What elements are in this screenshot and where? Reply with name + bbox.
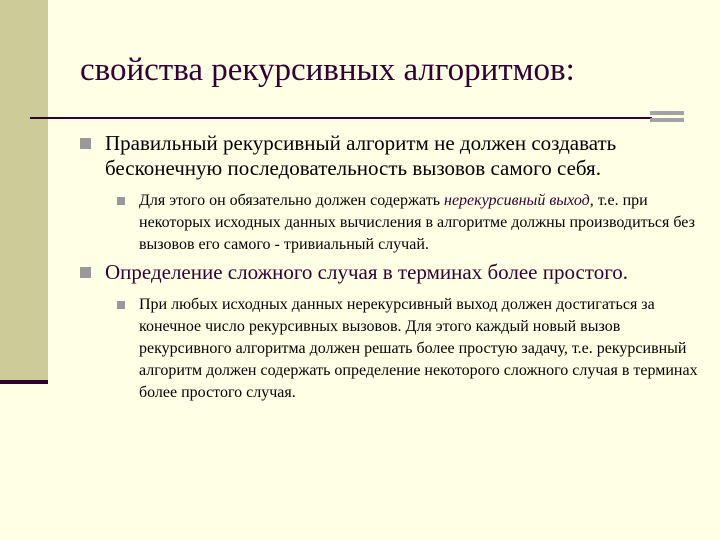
sub-bullet-1-emphasis: нерекурсивный выход [444, 192, 590, 209]
square-bullet-icon [80, 267, 91, 278]
slide-content [80, 131, 700, 408]
bullet-1-text: Правильный рекурсивный алгоритм не должен создавать бесконечную последовательность вызовов самого себя. [105, 131, 617, 180]
square-bullet-icon [117, 301, 125, 309]
corner-decor-bar-bottom [650, 118, 684, 122]
sub-bullet-1-after: , т.е. при некоторых исходных данных вычисления в алгоритме должны производиться без вызовов его самого - тривиальный случай. [139, 192, 695, 253]
sub-bullet-2-text: При любых исходных данных нерекурсивный выход должен достигаться за конечное число рекурсивных вызовов. Для этого каждый новый вызов рекурсивного алгоритма должен решать более простую задачу, т.е. рекурсивный алгоритм должен содержать определение некоторого сложного случая в терминах более простого случая. [139, 296, 698, 401]
bullet-2-text: Определение сложного случая в терминах более простого. [105, 260, 629, 284]
sub-bullet-2 [117, 294, 700, 404]
left-accent-line [0, 380, 48, 384]
title-divider [30, 117, 652, 119]
sub-bullet-1 [117, 190, 700, 256]
corner-decor-bar-top [650, 111, 684, 115]
bullet-2 [80, 260, 700, 285]
sub-bullet-1-before: Для этого он обязательно должен содержать [139, 192, 445, 209]
left-decor-band [0, 0, 48, 382]
square-bullet-icon [80, 138, 91, 149]
square-bullet-icon [117, 197, 125, 205]
bullet-1 [80, 131, 700, 181]
slide-title: свойства рекурсивных алгоритмов: [80, 52, 575, 88]
